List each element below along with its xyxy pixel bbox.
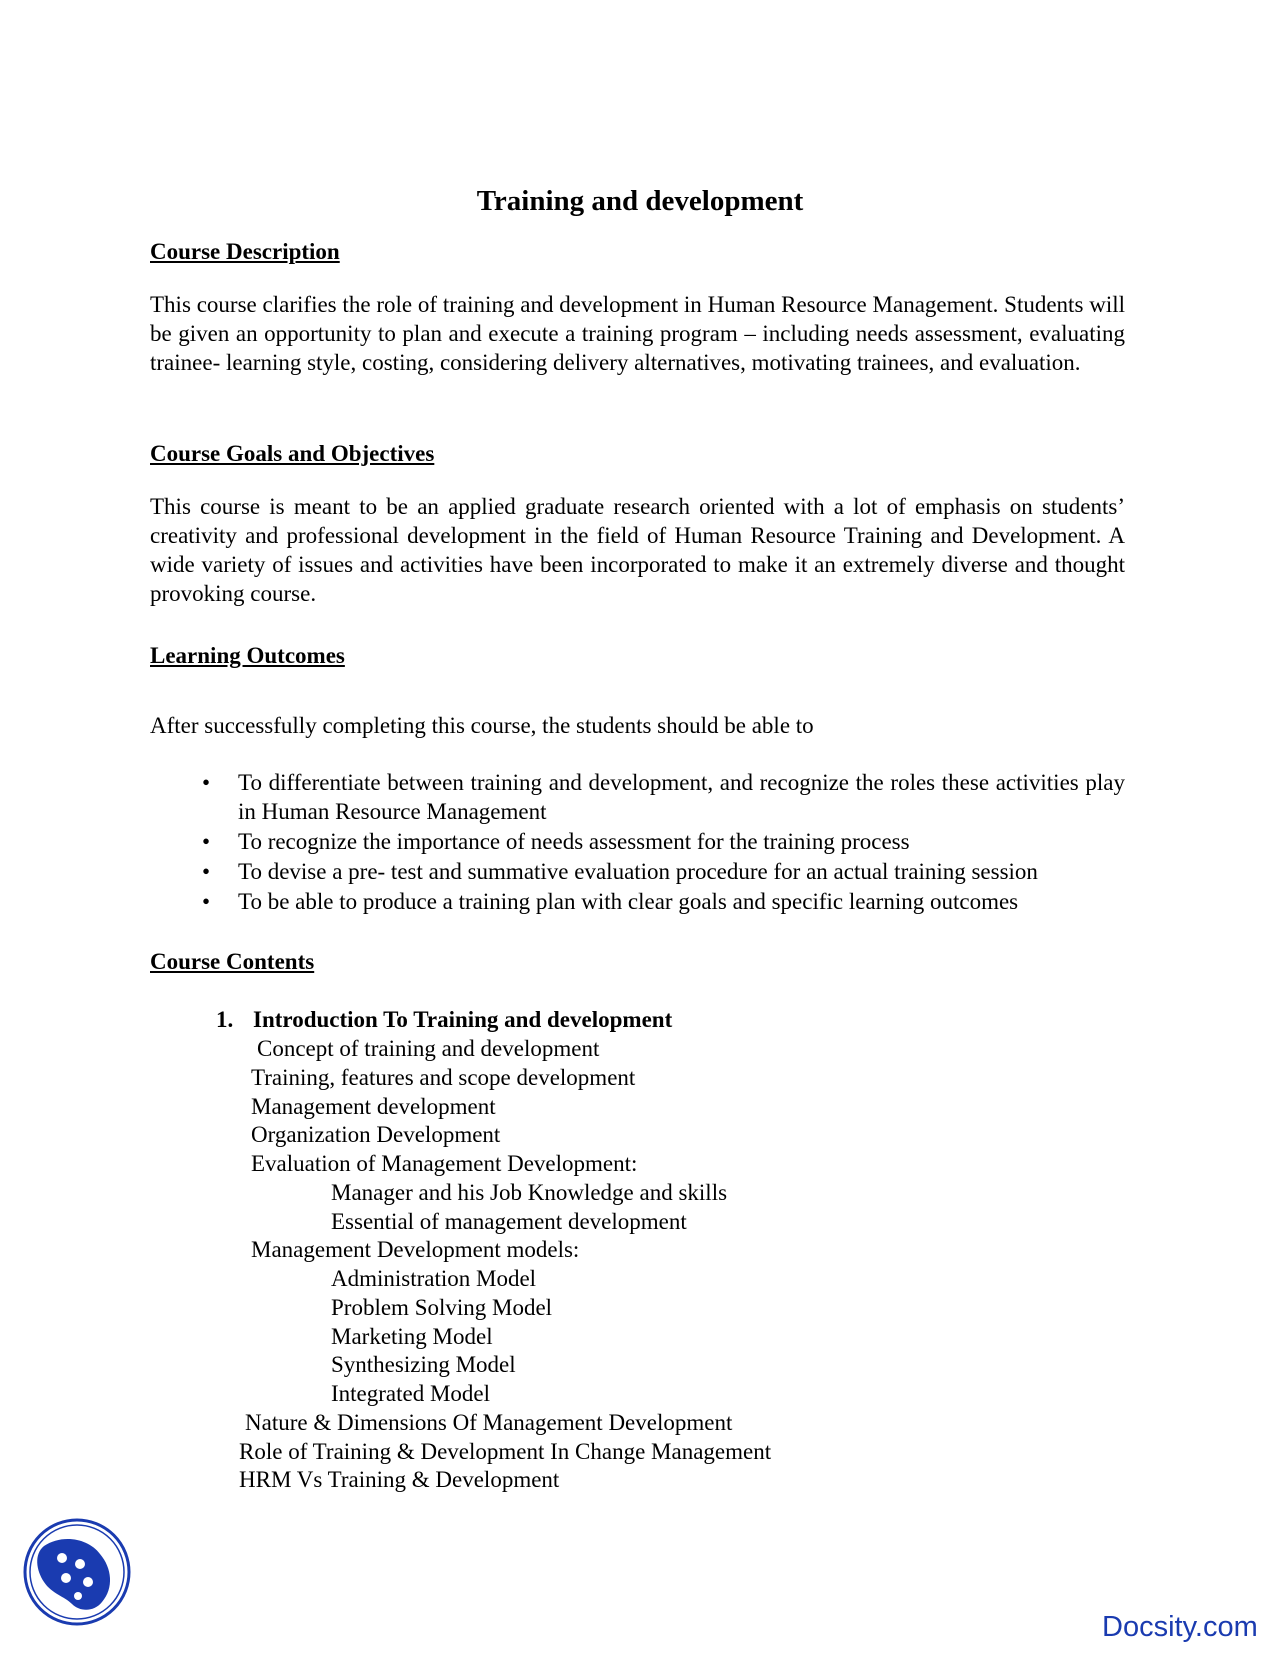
bullet-icon: • bbox=[202, 859, 211, 884]
outcome-text: To devise a pre- test and summative evaluation procedure for an actual training session bbox=[238, 859, 1038, 884]
course-description-body: This course clarifies the role of training and development in Human Resource Management. Students will be given an opportunity to plan and execute a training program – including needs assessment, evaluating trainee- learning style, costing, considering delivery alternatives, motivating trainees, and evaluation. bbox=[150, 292, 1125, 375]
course-goals-body: This course is meant to be an applied graduate research oriented with a lot of emphasis on students’ creativity and professional development in the field of Human Resource Training and Development. A wide variety of issues and activities have been incorporated to make it an extremely diverse and thought provoking course. bbox=[150, 494, 1125, 606]
course-contents-heading: Course Contents bbox=[150, 949, 315, 974]
contents-line: Marketing Model bbox=[331, 1324, 493, 1349]
contents-line: Organization Development bbox=[251, 1122, 501, 1147]
contents-line: Management development bbox=[251, 1094, 496, 1119]
contents-line: Essential of management development bbox=[331, 1209, 687, 1234]
list-item bbox=[150, 887, 1125, 916]
contents-line: Administration Model bbox=[331, 1266, 537, 1291]
contents-line: Evaluation of Management Development: bbox=[251, 1151, 638, 1176]
learning-outcomes-intro: After successfully completing this course, the students should be able to bbox=[150, 713, 814, 738]
contents-line: Manager and his Job Knowledge and skills bbox=[331, 1180, 728, 1205]
learning-outcomes-heading: Learning Outcomes bbox=[150, 643, 345, 668]
contents-line: Problem Solving Model bbox=[331, 1295, 553, 1320]
contents-line: Integrated Model bbox=[331, 1381, 491, 1406]
learning-outcomes-list bbox=[150, 768, 1125, 917]
contents-line: Management Development models: bbox=[251, 1237, 580, 1262]
bullet-icon: • bbox=[202, 889, 211, 914]
list-item bbox=[150, 827, 1125, 856]
bullet-icon: • bbox=[202, 770, 211, 795]
list-item bbox=[150, 768, 1125, 826]
course-goals-heading: Course Goals and Objectives bbox=[150, 441, 435, 466]
contents-unit-title: Introduction To Training and development bbox=[253, 1007, 673, 1032]
contents-line: Training, features and scope development bbox=[251, 1065, 636, 1090]
contents-line: Nature & Dimensions Of Management Development bbox=[245, 1410, 733, 1435]
list-item bbox=[150, 857, 1125, 886]
course-description-heading: Course Description bbox=[150, 239, 340, 264]
contents-line: Role of Training & Development In Change Management bbox=[239, 1439, 772, 1464]
contents-unit-number: 1. bbox=[216, 1007, 234, 1032]
document-title: Training and development bbox=[476, 185, 804, 217]
contents-line: Synthesizing Model bbox=[331, 1352, 516, 1377]
docsity-brand-text[interactable]: Docsity.com bbox=[1102, 1611, 1258, 1643]
outcome-text: To recognize the importance of needs assessment for the training process bbox=[238, 829, 910, 854]
bullet-icon: • bbox=[202, 829, 211, 854]
outcome-text: To be able to produce a training plan with clear goals and specific learning outcomes bbox=[238, 889, 1019, 914]
contents-line: Concept of training and development bbox=[257, 1036, 600, 1061]
contents-line: HRM Vs Training & Development bbox=[239, 1467, 560, 1492]
outcome-text: To differentiate between training and development, and recognize the roles these activities play in Human Resource Management bbox=[238, 770, 1125, 824]
docsity-logo-icon bbox=[22, 1516, 132, 1628]
